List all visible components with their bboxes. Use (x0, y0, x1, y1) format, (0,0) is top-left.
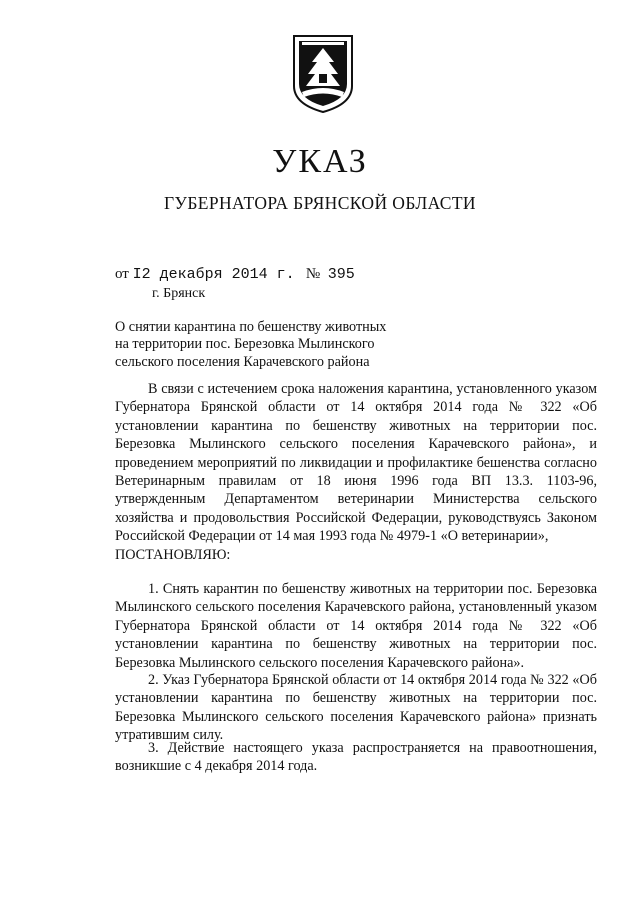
decree-item-1: 1. Снять карантин по бешенству животных на территории пос. Березовка Мылинского сельского поселения Карачевского района, установленный указом Губернатора Брянской области от 14 октября 2014 года № 322 «Об установлении карантина по бешенству животных на территории пос. Березовка Мылинского сельского поселения Карачевского района». (115, 581, 597, 671)
preamble-paragraph: В связи с истечением срока наложения карантина, установленного указом Губернатора Брянской области от 14 октября 2014 года № 322 «Об установлении карантина по бешенству животных на территории пос. Березовка Мылинского сельского поселения Карачевского района», и проведением мероприятий по ликвидации и профилактике бешенства согласно Ветеринарным правилам от 18 июня 1996 года ВП 13.3. 1103-96, утвержденным Департаментом ветеринарии Министерства сельского хозяйства и продовольствия Российской Федерации, руководствуясь Законом Российской Федерации от 14 мая 1993 года № 4979-1 «О ветеринарии», (115, 381, 597, 545)
from-label: от (115, 266, 129, 282)
decree-item-2: 2. Указ Губернатора Брянской области от 14 октября 2014 года № 322 «Об установлении карантина по бешенству животных на территории пос. Березовка Мылинского сельского поселения Карачевского района» признать утратившим силу. (115, 672, 597, 744)
document-issuer: ГУБЕРНАТОРА БРЯНСКОЙ ОБЛАСТИ (164, 193, 476, 213)
decree-number: 395 (327, 266, 355, 283)
decree-keyword: ПОСТАНОВЛЯЮ: (115, 547, 231, 563)
number-label: № (305, 266, 321, 282)
decree-date: I2 декабря 2014 г. (132, 266, 295, 283)
subject-line: сельского поселения Карачевского района (115, 353, 370, 370)
subject-line: на территории пос. Березовка Мылинского (115, 336, 375, 353)
decree-item-3: 3. Действие настоящего указа распространяется на правоотношения, возникшие с 4 декабря 2014 года. (115, 740, 597, 775)
document-title: УКАЗ (272, 143, 368, 180)
decree-subject (115, 319, 386, 371)
subject-line: О снятии карантина по бешенству животных (115, 319, 387, 335)
bryansk-coat-of-arms-icon (292, 34, 354, 114)
city: г. Брянск (152, 286, 206, 301)
date-number-line (115, 266, 355, 283)
